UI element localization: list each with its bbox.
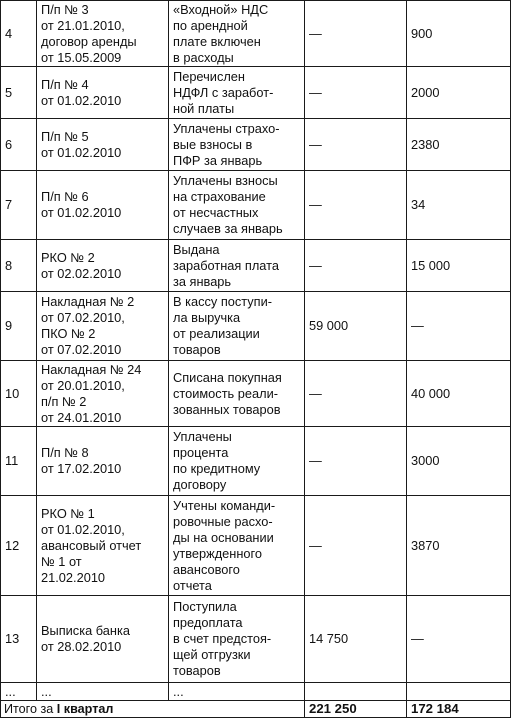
description-cell: [169, 1, 305, 67]
document-cell: [37, 292, 169, 361]
document-text: ...: [41, 683, 52, 699]
total-label-prefix: Итого за: [4, 702, 57, 716]
row-number: 12: [1, 496, 37, 596]
description-cell: [169, 119, 305, 171]
expense-cell: 3870: [407, 496, 511, 596]
description-text: Уплачены взносы на страхование от несчастных случаев за январь: [173, 173, 283, 236]
total-label: [1, 701, 305, 718]
expense-cell: [407, 683, 511, 701]
description-cell: [169, 292, 305, 361]
description-text: ...: [173, 683, 184, 699]
document-cell: [37, 427, 169, 496]
table-row: [1, 171, 511, 240]
description-text: Уплачены процента по кредитному договору: [173, 429, 261, 492]
document-text: Накладная № 24 от 20.01.2010, п/п № 2 от 24.01.2010: [41, 361, 142, 425]
expense-cell: 3000: [407, 427, 511, 496]
income-cell: 14 750: [305, 596, 407, 683]
document-text: П/п № 3 от 21.01.2010, договор аренды от 15.05.2009: [41, 1, 137, 65]
table-row: [1, 496, 511, 596]
document-text: РКО № 1 от 01.02.2010, авансовый отчет № 1 от 21.02.2010: [41, 505, 142, 585]
row-number: 8: [1, 240, 37, 292]
income-cell: —: [305, 361, 407, 427]
total-label-period: I квартал: [56, 702, 114, 716]
document-cell: [37, 496, 169, 596]
table-row: [1, 361, 511, 427]
expense-cell: 2000: [407, 67, 511, 119]
table-row: [1, 240, 511, 292]
expense-cell: 2380: [407, 119, 511, 171]
description-cell: [169, 596, 305, 683]
description-text: Списана покупная стоимость реали- зованных товаров: [173, 369, 282, 417]
description-cell: [169, 67, 305, 119]
expense-cell: —: [407, 292, 511, 361]
description-text: Выдана заработная плата за январь: [173, 241, 279, 289]
row-number: 10: [1, 361, 37, 427]
description-cell: [169, 240, 305, 292]
total-expense: 172 184: [407, 701, 511, 718]
description-cell: [169, 427, 305, 496]
expense-cell: 34: [407, 171, 511, 240]
total-income: 221 250: [305, 701, 407, 718]
description-cell: [169, 683, 305, 701]
expense-cell: 900: [407, 1, 511, 67]
document-text: Выписка банка от 28.02.2010: [41, 623, 130, 654]
expense-cell: —: [407, 596, 511, 683]
row-number: 9: [1, 292, 37, 361]
description-text: «Входной» НДС по арендной плате включен в расходы: [173, 1, 269, 65]
table-row: [1, 119, 511, 171]
table-row: [1, 1, 511, 67]
table-row: [1, 292, 511, 361]
description-text: В кассу поступи- ла выручка от реализации товаров: [173, 294, 273, 357]
income-cell: 59 000: [305, 292, 407, 361]
row-number: 11: [1, 427, 37, 496]
document-cell: [37, 171, 169, 240]
expense-cell: 40 000: [407, 361, 511, 427]
income-cell: —: [305, 496, 407, 596]
document-cell: [37, 596, 169, 683]
income-cell: —: [305, 67, 407, 119]
document-text: РКО № 2 от 02.02.2010: [41, 249, 122, 281]
income-cell: [305, 683, 407, 701]
document-text: П/п № 6 от 01.02.2010: [41, 189, 122, 220]
row-number: 6: [1, 119, 37, 171]
document-cell: [37, 119, 169, 171]
document-cell: [37, 361, 169, 427]
document-text: Накладная № 2 от 07.02.2010, ПКО № 2 от 07.02.2010: [41, 294, 135, 357]
row-number: ...: [1, 683, 37, 701]
document-text: П/п № 8 от 17.02.2010: [41, 445, 122, 476]
description-text: Учтены команди- ровочные расхо- ды на основании утвержденного авансового отчета: [173, 497, 276, 593]
row-number: 4: [1, 1, 37, 67]
income-cell: —: [305, 119, 407, 171]
description-text: Перечислен НДФЛ с заработ- ной платы: [173, 68, 274, 116]
income-cell: —: [305, 1, 407, 67]
row-number: 13: [1, 596, 37, 683]
income-cell: —: [305, 240, 407, 292]
document-cell: [37, 683, 169, 701]
description-cell: [169, 496, 305, 596]
table-row: [1, 596, 511, 683]
description-text: Поступила предоплата в счет предстоя- щей отгрузки товаров: [173, 599, 272, 678]
row-number: 7: [1, 171, 37, 240]
document-text: П/п № 5 от 01.02.2010: [41, 128, 122, 160]
description-cell: [169, 361, 305, 427]
expense-cell: 15 000: [407, 240, 511, 292]
document-cell: [37, 1, 169, 67]
table-row: [1, 427, 511, 496]
document-cell: [37, 67, 169, 119]
income-cell: —: [305, 171, 407, 240]
total-row: [1, 701, 511, 718]
description-cell: [169, 171, 305, 240]
income-cell: —: [305, 427, 407, 496]
document-cell: [37, 240, 169, 292]
row-number: 5: [1, 67, 37, 119]
table-row: [1, 683, 511, 701]
description-text: Уплачены страхо- вые взносы в ПФР за январь: [173, 120, 280, 168]
table-row: [1, 67, 511, 119]
document-text: П/п № 4 от 01.02.2010: [41, 76, 122, 108]
